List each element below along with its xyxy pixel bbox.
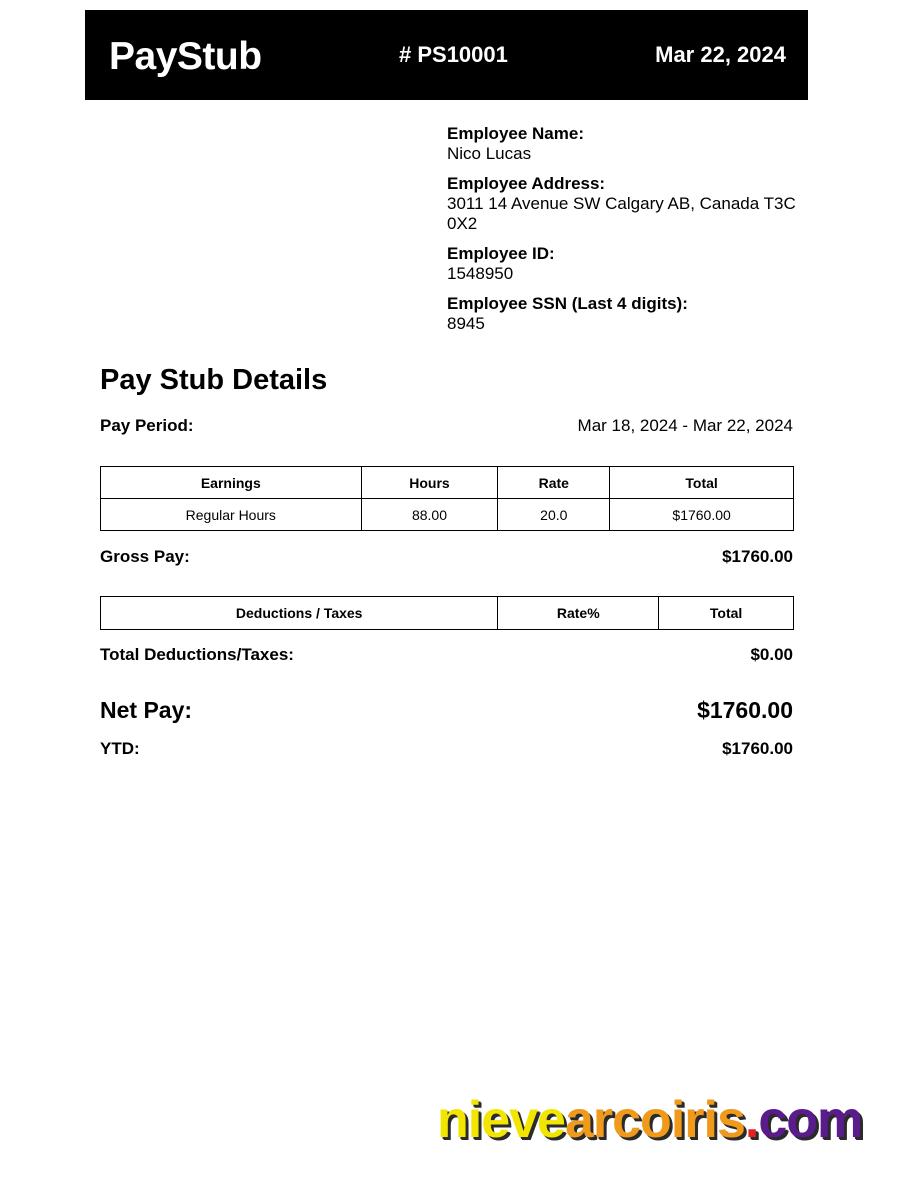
earning-hours: 88.00	[361, 499, 498, 531]
employee-address-field	[447, 174, 797, 234]
gross-pay-label: Gross Pay:	[100, 547, 190, 566]
deductions-header-row	[101, 597, 794, 630]
watermark-part: com	[758, 1091, 863, 1149]
brand-title: PayStub	[109, 35, 262, 78]
pay-period-row	[100, 416, 793, 436]
employee-id-field	[447, 244, 797, 284]
employee-ssn-label: Employee SSN (Last 4 digits):	[447, 294, 688, 313]
paystub-header	[85, 10, 808, 100]
gross-pay-value: $1760.00	[722, 547, 793, 566]
earning-type: Regular Hours	[101, 499, 362, 531]
earning-rate: 20.0	[498, 499, 610, 531]
earnings-table	[100, 466, 794, 531]
deductions-table	[100, 596, 794, 630]
pay-period-label: Pay Period:	[100, 416, 194, 435]
employee-ssn-field	[447, 294, 797, 334]
employee-name-label: Employee Name:	[447, 124, 584, 143]
stub-date: Mar 22, 2024	[655, 42, 786, 67]
employee-address-label: Employee Address:	[447, 174, 606, 193]
stub-number: # PS10001	[399, 42, 508, 67]
table-row	[101, 499, 794, 531]
earnings-header: Earnings	[101, 467, 362, 499]
rate-header: Rate	[498, 467, 610, 499]
net-pay-label: Net Pay:	[100, 697, 193, 723]
ytd-label: YTD:	[100, 739, 140, 758]
deduction-rate-header: Rate%	[498, 597, 659, 630]
earning-total: $1760.00	[610, 499, 794, 531]
deductions-header: Deductions / Taxes	[101, 597, 498, 630]
hours-header: Hours	[361, 467, 498, 499]
total-header: Total	[610, 467, 794, 499]
employee-name: Nico Lucas	[447, 144, 532, 163]
net-pay-row	[100, 697, 793, 724]
watermark-part: arcoiris	[564, 1091, 745, 1149]
net-pay-value: $1760.00	[697, 697, 793, 723]
ytd-row	[100, 739, 793, 759]
total-deductions-value: $0.00	[750, 645, 793, 664]
deduction-total-header: Total	[659, 597, 794, 630]
gross-pay-row	[100, 547, 793, 567]
employee-id: 1548950	[447, 264, 514, 283]
employee-info	[447, 124, 797, 344]
employee-address: 3011 14 Avenue SW Calgary AB, Canada T3C 0X2	[447, 194, 796, 233]
employee-name-field	[447, 124, 797, 164]
watermark-part: nieve	[437, 1091, 565, 1149]
earnings-header-row	[101, 467, 794, 499]
ytd-value: $1760.00	[722, 739, 793, 758]
employee-id-label: Employee ID:	[447, 244, 555, 263]
watermark-logo	[437, 1090, 862, 1150]
section-title: Pay Stub Details	[100, 364, 328, 396]
employee-ssn: 8945	[447, 314, 485, 333]
total-deductions-row	[100, 645, 793, 665]
pay-period-value: Mar 18, 2024 - Mar 22, 2024	[577, 416, 793, 435]
watermark-part: .	[744, 1091, 759, 1149]
total-deductions-label: Total Deductions/Taxes:	[100, 645, 294, 664]
